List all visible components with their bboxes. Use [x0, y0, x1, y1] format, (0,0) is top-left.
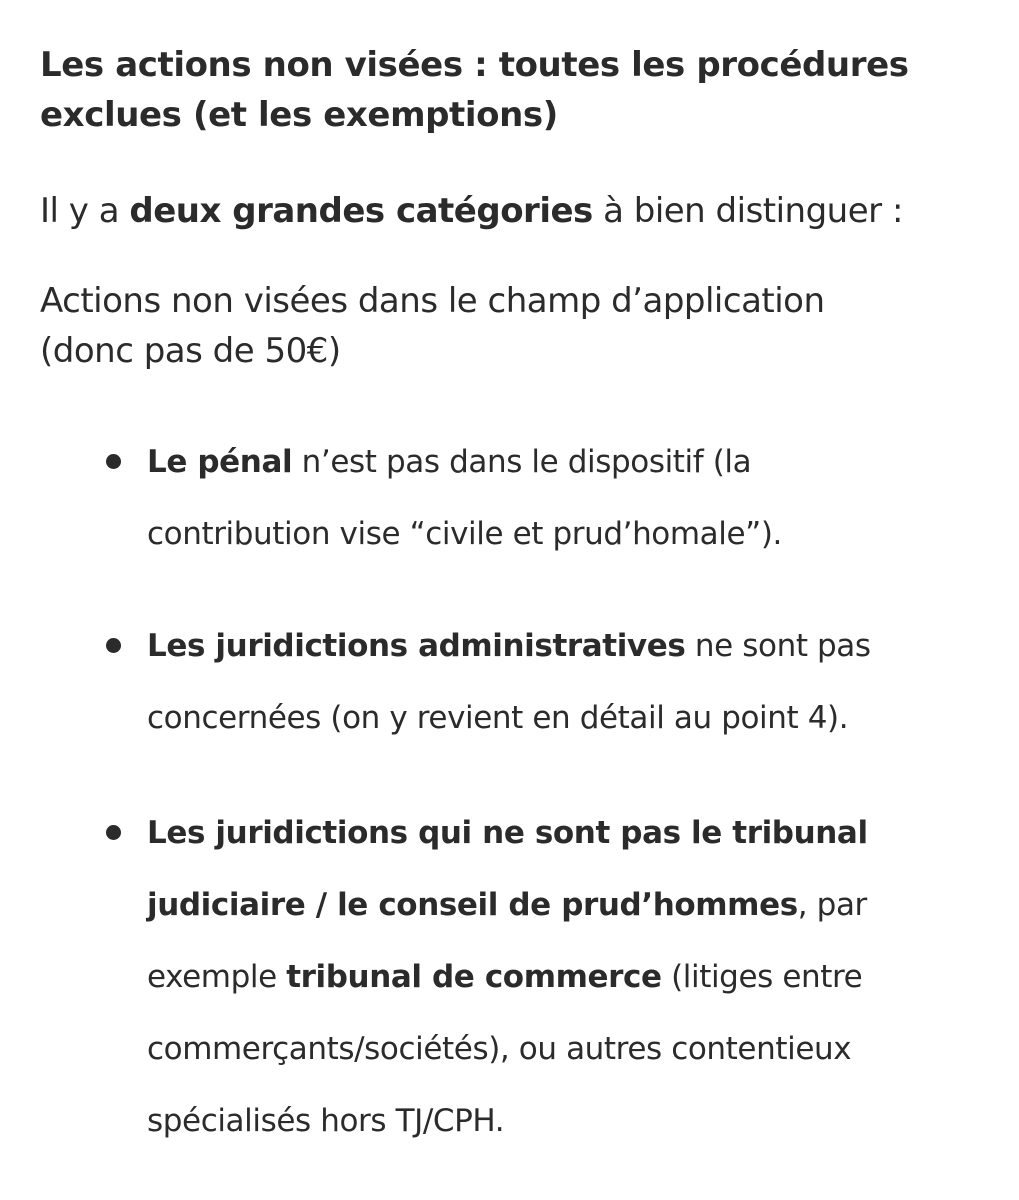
list-item-rest: ne sont pas: [685, 628, 871, 664]
intro-suffix: à bien distinguer :: [592, 191, 903, 231]
list-item-rest: , par: [797, 887, 867, 923]
list-item-text: [147, 426, 987, 570]
list-item-line: commerçants/sociétés), ou autres contentieux: [147, 1031, 852, 1067]
actions-line-2: (donc pas de 50€): [40, 331, 341, 371]
bullet-dot-icon: [106, 454, 121, 469]
list-item-line: [147, 869, 987, 941]
intro-paragraph: [40, 186, 990, 236]
list-item-line: [147, 941, 987, 1013]
list-item-text: [147, 797, 987, 1157]
actions-line-1: Actions non visées dans le champ d’application: [40, 281, 825, 321]
section-heading-line-2: exclues (et les exemptions): [40, 95, 558, 135]
list-item-bold: Les juridictions qui ne sont pas le tribunal: [147, 815, 868, 851]
bullet-dot-icon: [106, 825, 121, 840]
list-item-line: [147, 610, 987, 682]
list-item-rest: exemple: [147, 959, 287, 995]
list-item-rest: n’est pas dans le dispositif (la: [292, 444, 752, 480]
list-item-rest: (litiges entre: [661, 959, 863, 995]
list-item-line: [147, 797, 987, 869]
intro-bold-categories: deux grandes catégories: [129, 191, 593, 231]
actions-paragraph: [40, 276, 990, 376]
list-item-text: [147, 610, 987, 754]
intro-prefix: Il y a: [40, 191, 130, 231]
list-item-line: spécialisés hors TJ/CPH.: [147, 1103, 505, 1139]
list-item-bold: Le pénal: [147, 444, 293, 480]
list-item-bold: judiciaire / le conseil de prud’hommes: [147, 887, 798, 923]
bullet-dot-icon: [106, 638, 121, 653]
section-heading-line-1: Les actions non visées : toutes les procédures: [40, 45, 909, 85]
list-item-line: contribution vise “civile et prud’homale”).: [147, 516, 782, 552]
list-item-bold: tribunal de commerce: [286, 959, 662, 995]
list-item-line: concernées (on y revient en détail au point 4).: [147, 700, 849, 736]
section-heading: [40, 40, 980, 140]
list-item-bold: Les juridictions administratives: [147, 628, 686, 664]
list-item-line: [147, 426, 987, 498]
